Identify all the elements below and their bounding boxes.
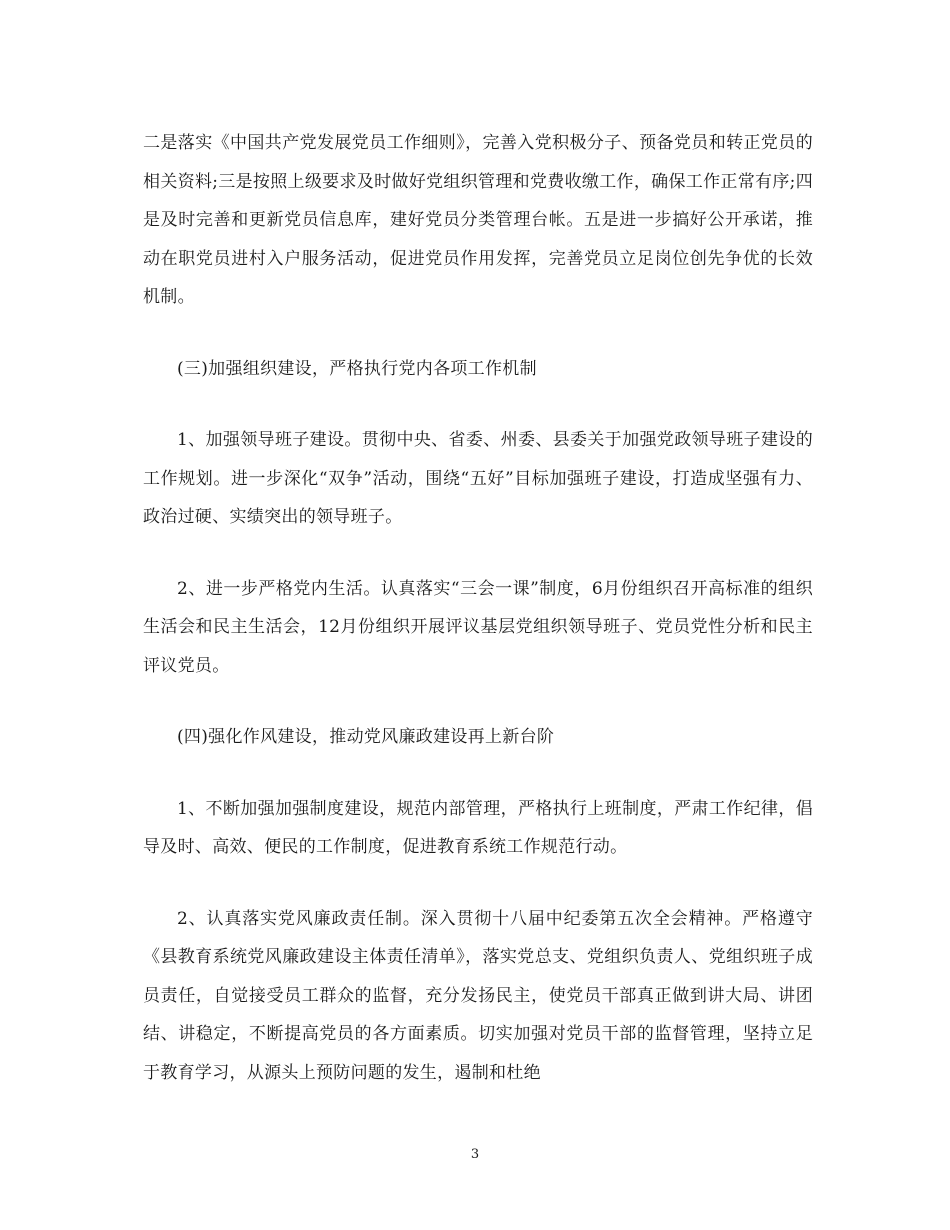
paragraph-party-life: 2、进一步严格党内生活。认真落实“三会一课”制度，6月份组织召开高标准的组织生活会和民主生活会，12月份组织开展评议基层党组织领导班子、党员党性分析和民主评议党员。 xyxy=(143,578,813,676)
paragraph-integrity-responsibility: 2、认真落实党风廉政责任制。深入贯彻十八届中纪委第五次全会精神。严格遵守《县教育系统党风廉政建设主体责任清单》，落实党总支、党组织负责人、党组织班子成员责任，自觉接受员工群众的监督，充分发扬民主，使党员干部真正做到讲大局、讲团结、讲稳定，不断提高党员的各方面素质。切实加强对党员干部的监督管理，坚持立足于教育学习，从源头上预防问题的发生，遏制和杜绝 xyxy=(143,908,813,1083)
page-number: 3 xyxy=(470,1147,480,1162)
paragraph-party-member-work: 二是落实《中国共产党发展党员工作细则》，完善入党积极分子、预备党员和转正党员的相关资料;三是按照上级要求及时做好党组织管理和党费收缴工作，确保工作正常有序;四是及时完善和更新党员信息库，建好党员分类管理台帐。五是进一步搞好公开承诺，推动在职党员进村入户服务活动，促进党员作用发挥，完善党员立足岗位创先争优的长效机制。 xyxy=(143,133,813,307)
paragraph-system-building: 1、不断加强加强制度建设，规范内部管理，严格执行上班制度，严肃工作纪律，倡导及时、高效、便民的工作制度，促进教育系统工作规范行动。 xyxy=(143,798,813,857)
section-heading-work-style: (四)强化作风建设，推动党风廉政建设再上新台阶 xyxy=(177,727,555,747)
section-heading-organization: (三)加强组织建设，严格执行党内各项工作机制 xyxy=(177,358,537,379)
document-body xyxy=(143,124,813,1092)
paragraph-leadership-building: 1、加强领导班子建设。贯彻中央、省委、州委、县委关于加强党政领导班子建设的工作规划。进一步深化“双争”活动，围绕“五好”目标加强班子建设，打造成坚强有力、政治过硬、实绩突出的领导班子。 xyxy=(143,430,813,527)
